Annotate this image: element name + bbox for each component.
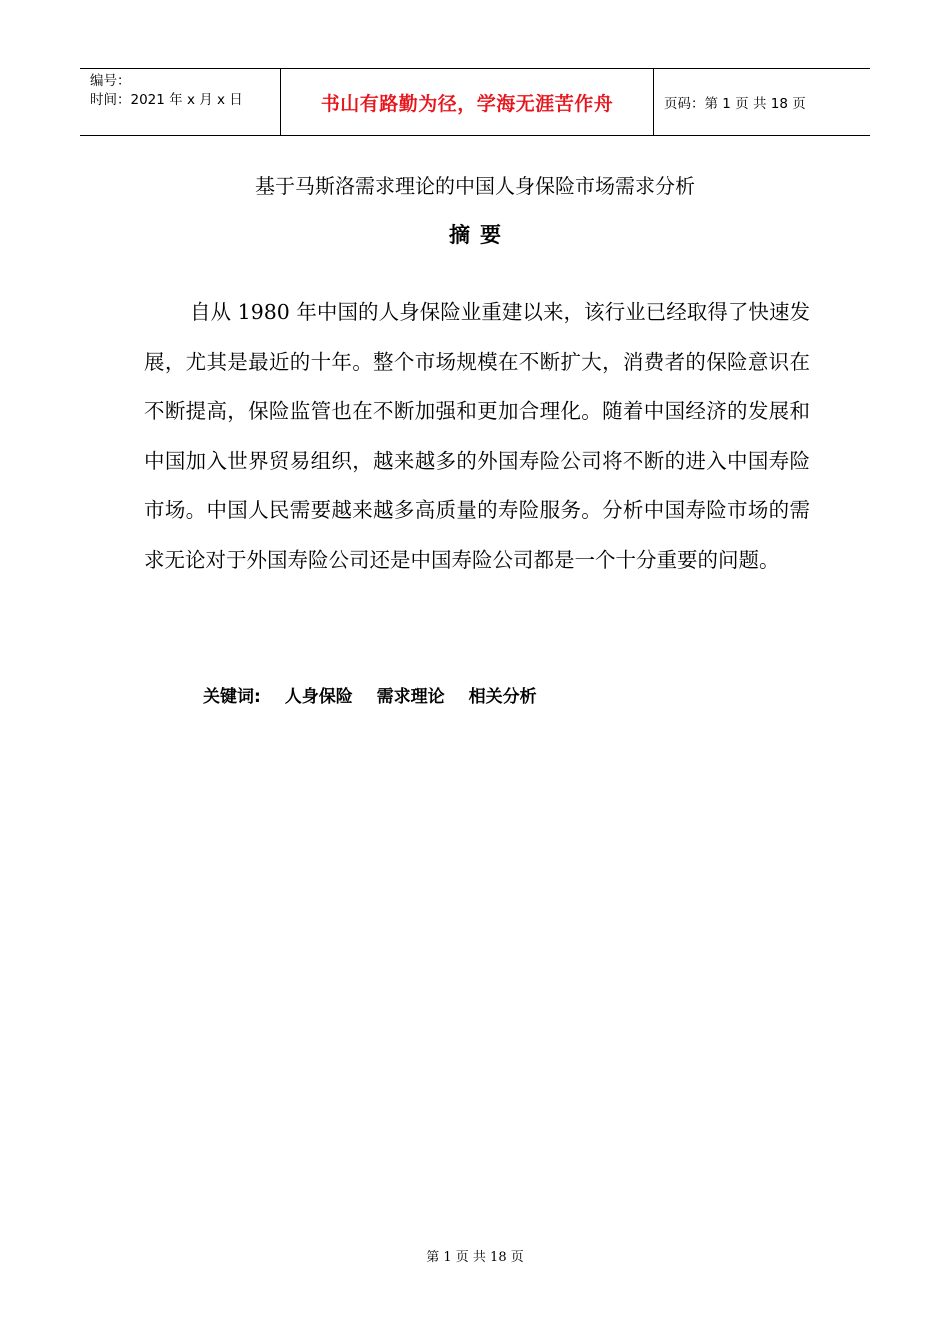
- number-label: 编号：: [90, 73, 131, 89]
- header-motto-cell: [281, 69, 654, 135]
- keyword-item: 相关分析: [468, 687, 537, 707]
- header-page-label: 页码：第 1 页 共 18 页: [664, 96, 806, 112]
- abstract-heading: 摘要: [449, 223, 511, 247]
- page-header: [80, 68, 870, 136]
- header-meta-cell: [80, 69, 281, 135]
- document-title: 基于马斯洛需求理论的中国人身保险市场需求分析: [255, 174, 695, 198]
- keywords-label: 关键词:: [203, 687, 261, 707]
- page-footer: [0, 1246, 950, 1265]
- motto-text: 书山有路勤为径，学海无涯苦作舟: [320, 92, 614, 115]
- keyword-item: 需求理论: [376, 687, 445, 707]
- date-label: 时间：2021 年 x 月 x 日: [90, 92, 243, 108]
- keywords-line: [203, 682, 537, 707]
- footer-page-number: 第 1 页 共 18 页: [426, 1250, 524, 1265]
- keyword-item: 人身保险: [284, 687, 353, 707]
- abstract-paragraph: 自从 1980 年中国的人身保险业重建以来，该行业已经取得了快速发展，尤其是最近的十年。整个市场规模在不断扩大，消费者的保险意识在不断提高，保险监管也在不断加强和更加合理化。随着中国经济的发展和中国加入世界贸易组织，越来越多的外国寿险公司将不断的进入中国寿险市场。中国人民需要越来越多高质量的寿险服务。分析中国寿险市场的需求无论对于外国寿险公司还是中国寿险公司都是一个十分重要的问题。: [144, 300, 810, 572]
- header-page-cell: [654, 69, 870, 135]
